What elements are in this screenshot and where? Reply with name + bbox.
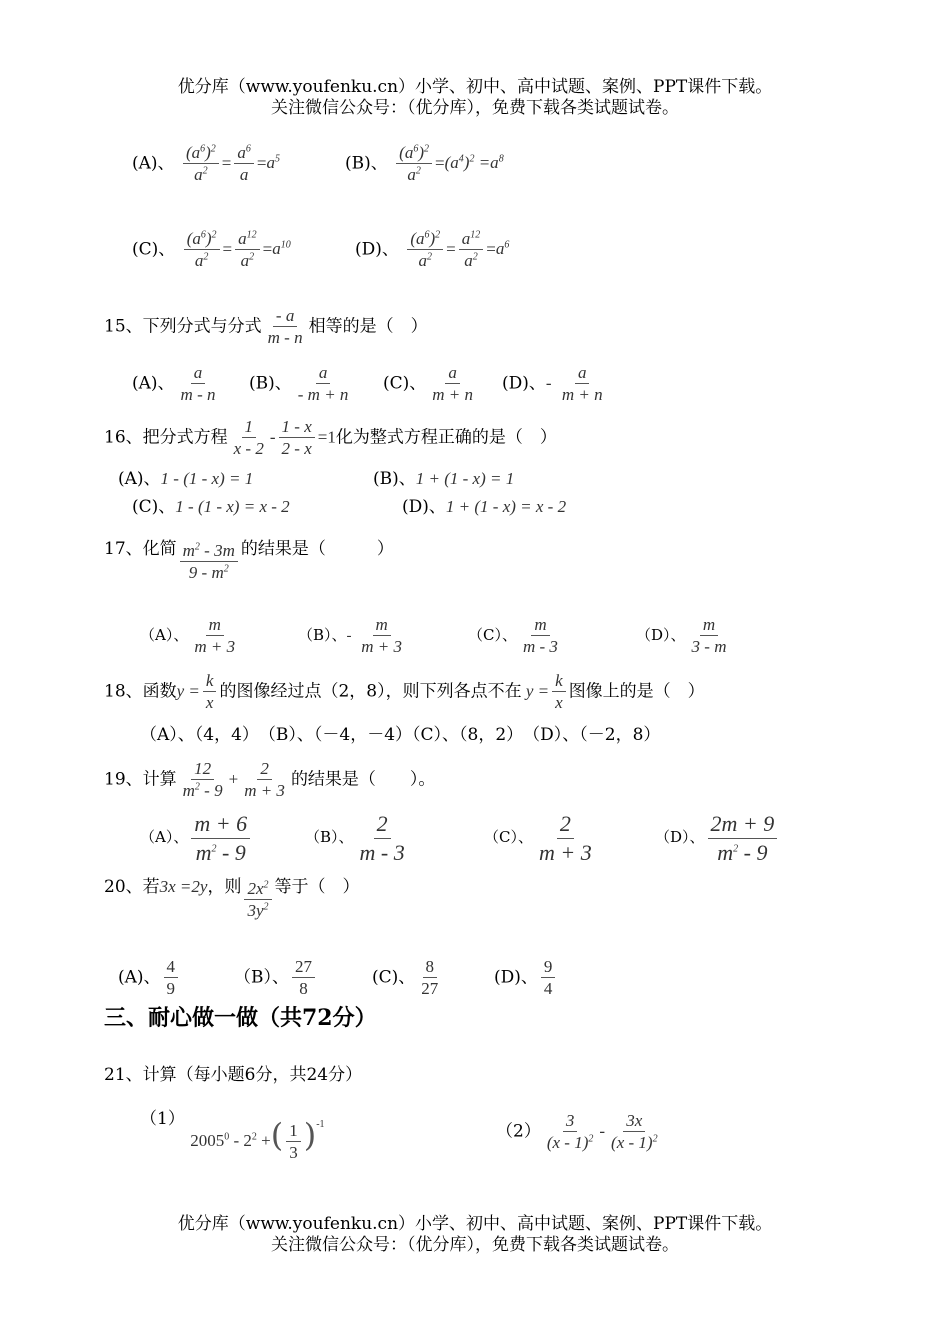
q16-option-d	[402, 498, 566, 517]
q15-option-c-label: (C)、	[383, 373, 427, 394]
q14-option-d: (D)、 $\frac{(a^6)^2}{a^2}$ = $\frac{a^{12}}{a^2}$ $=a^6$	[355, 229, 510, 271]
q15-option-d-label: (D)、	[502, 373, 546, 394]
q14-option-c: (C)、 $\frac{(a^6)^2}{a^2}$ = $\frac{a^{12}}{a^2}$ $=a^{10}$	[132, 229, 291, 271]
q18-options: （A）、（4，4） （B）、（－4，－4）（C）、（8，2） （D）、（－2，8）	[140, 725, 661, 745]
q20-option-d: (D)、 $\frac{9}{4}$	[494, 956, 558, 1000]
q19-option-c-label: （C）、	[484, 828, 533, 846]
q15-stem-text-a: 15、下列分式与分式	[104, 316, 262, 337]
q20-option-c-label: (C)、	[372, 967, 416, 988]
q15-option-a: (A)、 $\frac{a}{m - n}$	[132, 363, 216, 405]
q19-option-b: （B）、 $\frac{2}{m - 3}$	[305, 811, 405, 865]
q21-part-2: （2） $\frac{3}{(x - 1)^2}$ - $\frac{3x}{(x - 1)^2}$	[496, 1111, 658, 1153]
q19-stem: 19、计算 $\frac{12}{m^2 - 9}$ + $\frac{2}{m + 3}$ 的结果是（ ）。	[104, 759, 436, 801]
page-footer-line-1: 优分库（www.youfenku.cn）小学、初中、高中试题、案例、PPT课件下载。	[177, 1214, 773, 1234]
q15-stem: 15、下列分式与分式 $\frac{- a}{m - n}$ 相等的是（ ）	[104, 306, 428, 348]
q15-option-a-label: (A)、	[132, 373, 175, 394]
q14-option-c-label: (C)、	[132, 239, 176, 260]
q20-option-a-label: (A)、	[118, 967, 161, 988]
q19-option-c: （C）、 $\frac{2}{m + 3}$	[484, 811, 592, 865]
q16-option-d-expr: 1 + (1 - x) = x - 2	[445, 497, 567, 516]
page-header-line-1: 优分库（www.youfenku.cn）小学、初中、高中试题、案例、PPT课件下载。	[177, 77, 773, 97]
q20-stem-text-c: 等于（ ）	[274, 877, 360, 897]
q17-option-a: （A）、 $\frac{m}{m + 3}$	[140, 615, 236, 657]
q17-stem-text-a: 17、化简	[104, 539, 177, 559]
q20-option-a: (A)、 $\frac{4}{9}$	[118, 956, 181, 1000]
q17-stem: 17、化简 $\frac{m^2 - 3m}{9 - m^2}$ 的结果是（ ）	[104, 539, 394, 583]
q15-option-d: (D)、- $\frac{a}{m + n}$	[502, 363, 603, 405]
q17-option-a-label: （A）、	[140, 625, 189, 644]
q16-option-a-expr: 1 - (1 - x) = 1	[160, 469, 254, 488]
page-header-line-2: 关注微信公众号：（优分库），免费下载各类试题试卷。	[271, 98, 679, 118]
q20-stem-text-b: ，则	[207, 877, 242, 897]
q17-option-d-label: （D）、	[636, 625, 686, 644]
q19-option-a: （A）、 $\frac{m + 6}{m^2 - 9}$	[140, 810, 253, 866]
q16-option-a	[118, 470, 253, 489]
q14-option-b: (B)、 $\frac{(a^6)^2}{a^2}$ $=(a^4)^2 =a^8$	[345, 143, 504, 185]
q19-stem-text-b: 的结果是（ ）。	[290, 769, 436, 790]
q20-option-c: (C)、 $\frac{8}{27}$	[372, 957, 439, 999]
q16-option-b-expr: 1 + (1 - x) = 1	[415, 469, 515, 488]
q14-option-b-label: (B)、	[345, 153, 388, 174]
q19-option-d-label: （D）、	[655, 828, 705, 846]
q21-part-1: （1） $2005^0 - 2^2$ +( $\frac{1}{3}$ )$^{-1}$	[140, 1109, 325, 1162]
q21-part-1-label: （1）	[140, 1109, 185, 1129]
q15-option-b-label: (B)、	[249, 373, 292, 394]
q16-stem: 16、把分式方程 $\frac{1}{x - 2}$ - $\frac{1 - x}{2 - x}$ =1化为整式方程正确的是（ ）	[104, 417, 557, 459]
q19-stem-text-a: 19、计算	[104, 769, 177, 790]
q19-option-b-label: （B）、	[305, 828, 354, 846]
q18-stem-text-a: 18、函数	[104, 681, 177, 702]
q16-option-c-label: (C)、	[132, 497, 176, 517]
q17-option-b-label: （B）、	[298, 625, 347, 644]
q20-stem-text-a: 20、若	[104, 877, 160, 897]
q16-option-b	[373, 470, 514, 489]
q15-stem-text-b: 相等的是（ ）	[308, 316, 428, 337]
section-3-title: 三、耐心做一做（共72分）	[104, 1005, 377, 1031]
q21-stem: 21、计算（每小题6分，共24分）	[104, 1065, 363, 1085]
q18-stem: 18、函数y = $\frac{k}{x}$ 的图像经过点（2，8），则下列各点不在 y = $\frac{k}{x}$ 图像上的是（ ）	[104, 671, 705, 713]
q20-option-b-label: （B）、	[234, 967, 289, 988]
q14-option-a: (A)、 $\frac{(a^6)^2}{a^2}$ = $\frac{a^6}{a}$ $=a^5$	[132, 143, 280, 185]
q16-option-c-expr: 1 - (1 - x) = x - 2	[175, 497, 290, 516]
q19-option-d: （D）、 $\frac{2m + 9}{m^2 - 9}$	[655, 810, 780, 866]
q21-part-2-label: （2）	[496, 1121, 541, 1142]
q16-stem-text-a: 16、把分式方程	[104, 427, 228, 448]
q17-option-b: （B）、- $\frac{m}{m + 3}$	[298, 615, 403, 657]
q16-option-d-label: (D)、	[402, 497, 446, 517]
q18-stem-text-c: 图像上的是（ ）	[568, 681, 705, 702]
q17-option-d: （D）、 $\frac{m}{3 - m}$	[636, 615, 727, 657]
q17-stem-text-b: 的结果是（ ）	[240, 539, 394, 559]
q16-option-b-label: (B)、	[373, 469, 416, 489]
q16-option-c	[132, 498, 290, 517]
q15-option-b: (B)、 $\frac{a}{- m + n}$	[249, 363, 349, 405]
q20-option-d-label: (D)、	[494, 967, 538, 988]
q17-option-c-label: （C）、	[468, 625, 517, 644]
q17-option-c: （C）、 $\frac{m}{m - 3}$	[468, 615, 558, 657]
q20-stem: 20、若3x =2y，则 $\frac{2x^2}{3y^2}$ 等于（ ）	[104, 877, 360, 921]
q20-option-b: （B）、 $\frac{27}{8}$	[234, 956, 318, 1000]
q18-stem-text-b: 的图像经过点（2，8），则下列各点不在	[219, 681, 522, 702]
page-footer-line-2: 关注微信公众号：（优分库），免费下载各类试题试卷。	[271, 1235, 679, 1255]
q16-option-a-label: (A)、	[118, 469, 161, 489]
q15-option-c: (C)、 $\frac{a}{m + n}$	[383, 363, 474, 405]
q14-option-a-label: (A)、	[132, 153, 175, 174]
q19-option-a-label: （A）、	[140, 828, 189, 846]
q14-option-d-label: (D)、	[355, 239, 399, 260]
q16-stem-text-b: 化为整式方程正确的是（ ）	[335, 427, 557, 448]
